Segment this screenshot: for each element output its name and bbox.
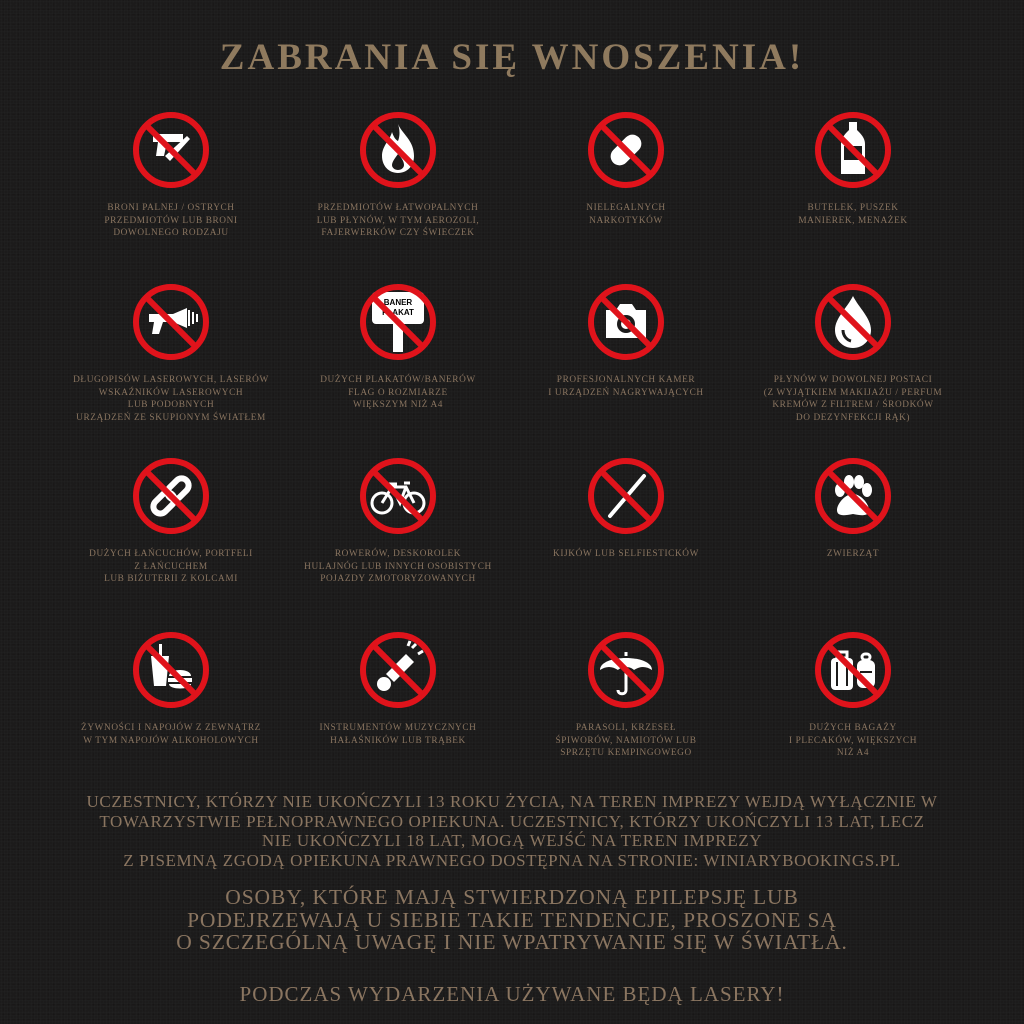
luggage-icon [813, 630, 893, 710]
item-label: PŁYNÓW W DOWOLNEJ POSTACI (Z WYJĄTKIEM MAKIJAŻU / PERFUM KREMÓW Z FILTREM / ŚRODKÓW DO DEZYNFEKCJI RĄK) [763, 375, 943, 423]
item-label: DUŻYCH ŁAŃCUCHÓW, PORTFELI Z ŁAŃCUCHEM LUB BIŻUTERII Z KOLCAMI [89, 549, 253, 584]
item-drugs [506, 110, 746, 227]
item-luggage [733, 630, 973, 760]
epilepsy-warning: OSOBY, KTÓRE MAJĄ STWIERDZONĄ EPILEPSJĘ LUB PODEJRZEWAJĄ U SIEBIE TAKIE TENDENCJE, PROSZONE SĄ O SZCZEGÓLNĄ UWAGĘ I NIE WPATRYWANIE SIĘ W ŚWIATŁA. [176, 885, 848, 954]
flame-icon [358, 110, 438, 190]
item-flammables [278, 110, 518, 240]
page-title: ZABRANIA SIĘ WNOSZENIA! [219, 37, 805, 78]
bottle-icon [813, 110, 893, 190]
item-chains [51, 456, 291, 586]
item-umbrellas [506, 630, 746, 760]
item-label: DUŻYCH BAGAŻY I PLECAKÓW, WIĘKSZYCH NIŻ A4 [788, 723, 918, 758]
item-cameras [506, 282, 746, 399]
item-label: BRONI PALNEJ / OSTRYCH PRZEDMIOTÓW LUB BRONI DOWOLNEGO RODZAJU [104, 203, 238, 238]
item-label: ZWIERZĄT [826, 549, 880, 559]
food-drink-icon [131, 630, 211, 710]
paw-icon [813, 456, 893, 536]
item-sticks [506, 456, 746, 561]
item-label: KIJKÓW LUB SELFIESTICKÓW [553, 549, 699, 559]
item-instruments [278, 630, 518, 747]
item-label: ROWERÓW, DESKOROLEK HULAJNÓG LUB INNYCH OSOBISTYCH POJAZDY ZMOTORYZOWANYCH [304, 549, 492, 584]
megaphone-horn-icon [358, 630, 438, 710]
gun-knife-icon [131, 110, 211, 190]
chain-icon [131, 456, 211, 536]
item-label: DUŻYCH PLAKATÓW/BANERÓW FLAG O ROZMIARZE WIĘKSZYM NIŻ A4 [320, 375, 476, 410]
umbrella-icon [586, 630, 666, 710]
stick-icon [586, 456, 666, 536]
item-lasers [51, 282, 291, 424]
item-banners [278, 282, 518, 412]
age-restriction-note: UCZESTNICY, KTÓRZY NIE UKOŃCZYLI 13 ROKU ŻYCIA, NA TEREN IMPREZY WEJDĄ WYŁĄCZNIE W TOWARZYSTWIE PEŁNOPRAWNEGO OPIEKUNA. UCZESTNICY, KTÓRZY UKOŃCZYLI 13 LAT, LECZ NIE UKOŃCZYLI 18 LAT, MOGĄ WEJŚĆ NA TEREN IMPREZY Z PISEMNĄ ZGODĄ OPIEKUNA PRAWNEGO DOSTĘPNA NA STRONIE: WINIARYBOOKINGS.PL [86, 792, 938, 870]
item-label: BUTELEK, PUSZEK MANIEREK, MENAŻEK [798, 203, 908, 226]
camera-icon [586, 282, 666, 362]
item-label: PROFESJONALNYCH KAMER I URZĄDZEŃ NAGRYWAJĄCYCH [548, 375, 704, 398]
item-bottles [733, 110, 973, 227]
bicycle-icon [358, 456, 438, 536]
item-label: NIELEGALNYCH NARKOTYKÓW [586, 203, 666, 226]
laser-warning: PODCZAS WYDARZENIA UŻYWANE BĘDĄ LASERY! [239, 982, 785, 1006]
item-liquids [733, 282, 973, 424]
item-label: INSTRUMENTÓW MUZYCZNYCH HAŁAŚNIKÓW LUB TRĄBEK [319, 723, 477, 746]
svg-text:BANER: BANER [383, 298, 413, 307]
item-food-drinks [51, 630, 291, 747]
banner-sign-icon [358, 282, 438, 362]
item-bicycles [278, 456, 518, 586]
item-label: PARASOLI, KRZESEŁ ŚPIWORÓW, NAMIOTÓW LUB SPRZĘTU KEMPINGOWEGO [555, 723, 697, 758]
item-label: DŁUGOPISÓW LASEROWYCH, LASERÓW WSKAŹNIKÓW LASEROWYCH LUB PODOBNYCH URZĄDZEŃ ZE SKUPIONYM ŚWIATŁEM [73, 375, 269, 423]
item-label: PRZEDMIOTÓW ŁATWOPALNYCH LUB PŁYNÓW, W TYM AEROZOLI, FAJERWERKÓW CZY ŚWIECZEK [316, 203, 480, 238]
svg-text:PLAKAT: PLAKAT [382, 308, 414, 317]
liquid-drop-icon [813, 282, 893, 362]
pill-icon [586, 110, 666, 190]
item-label: ŻYWNOŚCI I NAPOJÓW Z ZEWNĄTRZ W TYM NAPOJÓW ALKOHOLOWYCH [81, 723, 261, 746]
item-animals [733, 456, 973, 561]
laser-pointer-icon [131, 282, 211, 362]
item-firearms [51, 110, 291, 240]
